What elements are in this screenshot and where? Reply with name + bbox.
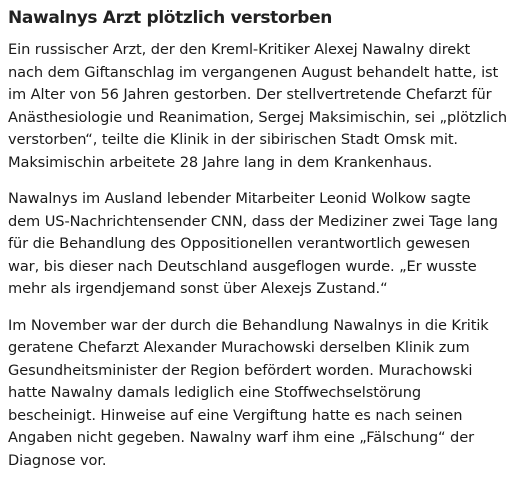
paragraph-line: hatte Nawalny damals lediglich eine Stoffwechselstörung (8, 384, 422, 401)
paragraph-line: nach dem Giftanschlag im vergangenen August behandelt hatte, ist (8, 63, 499, 81)
article-headline: Nawalnys Arzt plötzlich verstorben (8, 8, 333, 28)
article-paragraph-2 (8, 188, 508, 301)
paragraph-line: Ein russischer Arzt, der den Kreml-Kritiker Alexej Nawalny direkt (8, 41, 471, 58)
paragraph-line: mehr als irgendjemand sonst über Alexejs Zustand.“ (8, 280, 388, 297)
paragraph-line: Angaben nicht gegeben. Nawalny warf ihm eine „Fälschung“ der (8, 429, 474, 446)
paragraph-line: Nawalnys im Ausland lebender Mitarbeiter Leonid Wolkow sagte (8, 190, 471, 207)
paragraph-line: Maksimischin arbeitete 28 Jahre lang in dem Krankenhaus. (8, 153, 433, 171)
paragraph-line: im Alter von 56 Jahren gestorben. Der stellvertretende Chefarzt für (8, 86, 492, 103)
paragraph-line: bescheinigt. Hinweise auf eine Vergiftung hatte es nach seinen (8, 406, 463, 424)
paragraph-line: Gesundheitsminister der Region befördert worden. Murachowski (8, 361, 473, 379)
paragraph-line: Im November war der durch die Behandlung Nawalnys in die Kritik (8, 316, 489, 334)
paragraph-line: Diagnose vor. (8, 451, 107, 469)
paragraph-line: dem US-Nachrichtensender CNN, dass der Mediziner zwei Tage lang (8, 212, 498, 230)
paragraph-line: verstorben“, teilte die Klinik in der sibirischen Stadt Omsk mit. (8, 131, 458, 148)
paragraph-line: Anästhesiologie und Reanimation, Sergej Maksimischin, sei „plötzlich (8, 108, 508, 126)
paragraph-line: geratene Chefarzt Alexander Murachowski derselben Klinik zum (8, 339, 470, 356)
paragraph-line: war, bis dieser nach Deutschland ausgeflogen wurde. „Er wusste (8, 257, 477, 275)
article-paragraph-3 (8, 315, 508, 473)
paragraph-line: für die Behandlung des Oppositionellen verantwortlich gewesen (8, 235, 471, 252)
article-paragraph-1 (8, 39, 508, 174)
